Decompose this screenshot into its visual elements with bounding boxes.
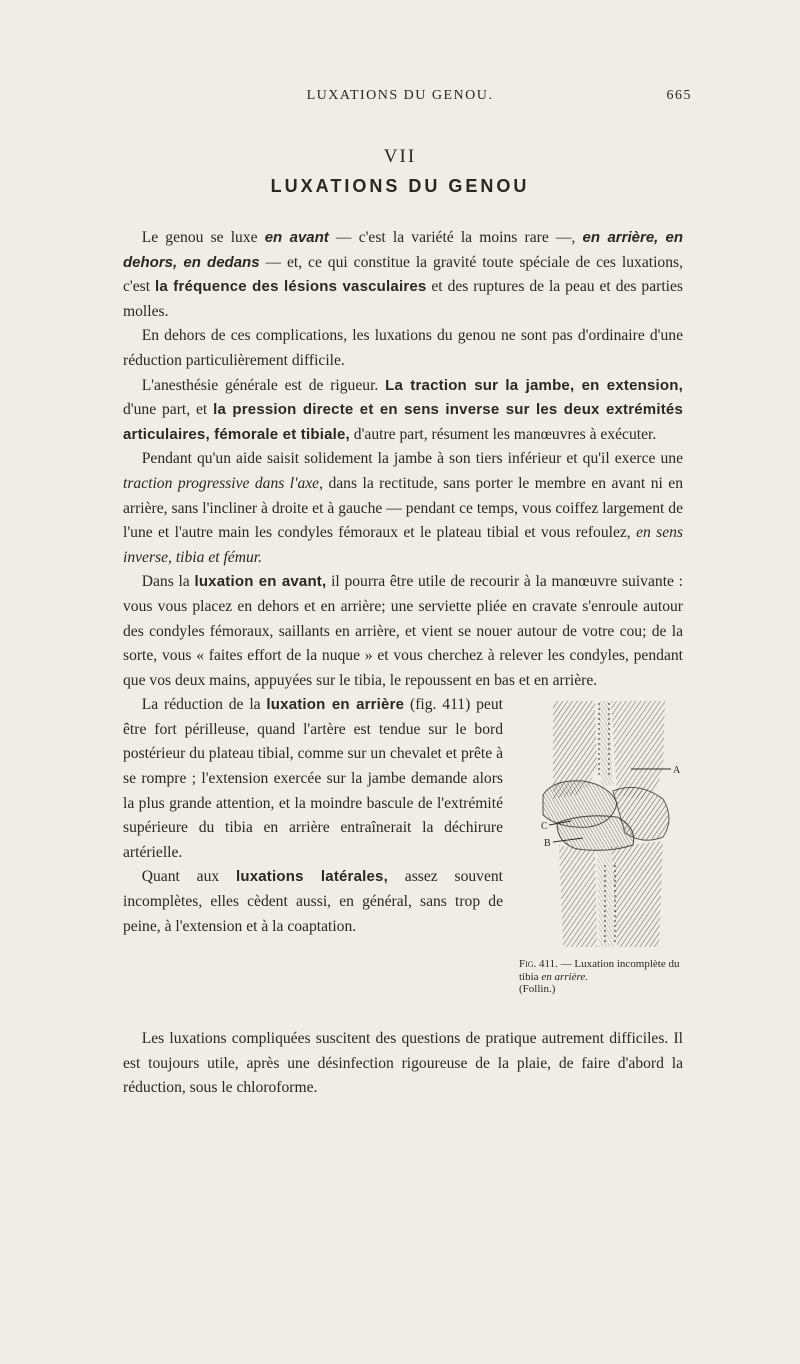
emphasis-run: en avant [264,229,329,246]
body-text [123,226,683,1101]
text-run: La réduction de la [141,696,267,714]
italic-run: traction progressive dans l'axe, [123,474,323,492]
text-run: assez souvent incomplètes, elles cèdent aussi, en général, sans trop de peine, à l'extension et à la coaptation. [123,868,504,935]
figure-411 [513,695,691,1023]
text-run: il pourra être utile de recourir à la manœuvre suivante : vous vous placez en dehors et en arrière; une serviette pliée en cravate s'enroule autour des condyles fémoraux, saillants en arrière, et vient se nouer autour de votre cou; de la sorte, vous « faites effort de la nuque » et vous cherchez à relever les condyles, pendant que vos deux mains, appuyées sur le tibia, le repoussent en bas et en arrière. [123,573,683,689]
emphasis-run: la fréquence des lésions vasculaires [154,278,427,296]
text-run: — et, ce qui constitue la gravité toute spéciale de ces luxations, c'est [123,253,683,296]
emphasis-run: la pression directe et en sens inverse sur les deux extrémités articulaires, fémorale et tibiale, [123,401,683,443]
chapter-title: LUXATIONS DU GENOU [270,176,530,196]
text-run: Pendant qu'un aide saisit solidement la jambe à son tiers inférieur et qu'il exerce une [141,450,683,468]
caption-italic: en arrière. [541,970,588,983]
figure-label-b: B [544,838,551,850]
paragraph-8: Les luxations compliquées suscitent des questions de pratique autrement difficiles. Il est toujours utile, après une désinfection rigoureuse de la plaie, de faire d'abord la réduction, sous le chloroforme. [123,1030,683,1097]
emphasis-run: en arrière, [582,229,659,246]
italic-run: en sens inverse, tibia et fémur. [123,524,683,566]
chapter-number: VII [383,146,417,167]
text-run: Quant aux [141,868,236,886]
emphasis-run: luxation en avant, [194,573,327,591]
text-run: d'une part, et [123,401,214,419]
figure-label-c: C [541,821,548,833]
paragraph-1 [123,226,683,324]
emphasis-run: en dehors, en dedans [123,229,683,271]
page-number: 665 [666,88,692,103]
text-run: L'anesthésie générale est de rigueur. [141,376,386,394]
paragraph-4 [123,447,683,570]
emphasis-run: luxations latérales, [235,868,388,886]
text-run: (fig. 411) peut être fort périlleuse, quand l'artère est tendue sur le bord postérieur du plateau tibial, comme sur un chevalet et prête à se rompre ; l'extension exercée sur la jambe demande alors la plus grande attention, et la moindre bascule de l'extrémité supérieure du tibia en arrière entraînerait la déchirure artérielle. [123,696,503,861]
figure-label-a: A [673,765,681,777]
caption-text: — Luxation incomplète du tibia [519,958,680,983]
text-run: d'autre part, résument les manœuvres à exécuter. [349,425,657,443]
text-run: Le genou se luxe [141,229,265,246]
text-run: dans la rectitude, sans porter le membre en avant ni en arrière, sans l'incliner à droite et à gauche — pendant ce temps, vous coiffez largement de l'une et l'autre main les condyles fémoraux et le plateau tibial et vous refoulez, [123,474,683,542]
paragraph-2: En dehors de ces complications, les luxations du genou ne sont pas d'ordinaire d'une réduction particulièrement difficile. [123,327,683,369]
figure-number: Fig. 411. [519,958,558,971]
emphasis-run: luxation en arrière [266,696,405,714]
running-head-title: LUXATIONS DU GENOU. [306,88,494,103]
caption-source: (Follin.) [519,983,556,996]
emphasis-run: La traction sur la jambe, en extension, [385,376,683,394]
text-run: et des ruptures de la peau et des parties molles. [123,278,683,320]
knee-dislocation-illustration [513,695,691,953]
text-run: Dans la [141,573,195,591]
paragraph-5 [123,570,683,693]
running-head [120,88,692,104]
paragraph-3 [123,374,683,448]
figure-caption [519,958,687,996]
text-run: — c'est la variété la moins rare —, [328,229,583,246]
